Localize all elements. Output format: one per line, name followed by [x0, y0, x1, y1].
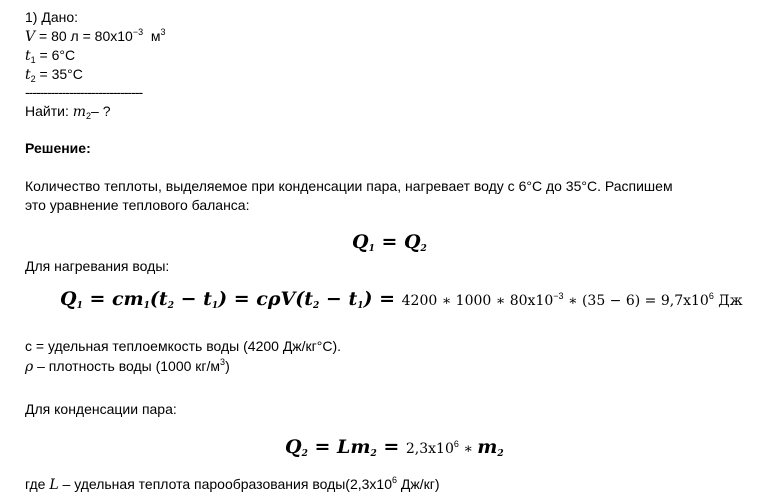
t2-var: t — [25, 67, 31, 83]
rho-exp: 3 — [220, 357, 226, 367]
c-definition: c = удельная теплоемкость воды (4200 Дж/кг°C). — [25, 338, 342, 354]
volume-rhs: = 80 л = 80x10 — [39, 28, 133, 44]
paragraph-line-1: Количество теплоты, выделяемое при конденсации пара, нагревает воду с 6°C до 35°C. Распишем — [25, 178, 673, 194]
volume-exp: −3 — [132, 27, 144, 37]
heating-label: Для нагревания воды: — [25, 258, 170, 274]
L-close: Дж/кг) — [397, 476, 440, 492]
eq2-t2: (t — [149, 288, 168, 310]
eq2-t1b-sub: 1 — [357, 301, 364, 311]
L-text: – удельная теплота парообразования воды(2,3x10 — [58, 476, 393, 492]
given-volume — [25, 27, 166, 46]
L-exp: 6 — [392, 475, 398, 485]
t2-rhs: = 35°C — [39, 66, 83, 82]
volume-unit-exp: 3 — [160, 27, 166, 37]
L-definition — [25, 475, 440, 494]
equation-balance — [352, 233, 427, 252]
eq2-t2-sub: 2 — [167, 301, 174, 311]
eq2-cm-sub: 1 — [143, 301, 150, 311]
t1-var: t — [25, 48, 31, 64]
rho-definition — [25, 357, 230, 376]
eq3-eq: = — [376, 436, 406, 458]
rho-close: ) — [225, 358, 230, 374]
volume-unit: м — [150, 28, 161, 44]
eq2-cm: = cm — [82, 288, 144, 310]
eq1-sub1: 1 — [368, 244, 375, 254]
paragraph-line-2: это уравнение теплового баланса: — [25, 197, 250, 213]
eq1-eq: = — [374, 231, 404, 253]
eq3-lm-sub: 2 — [370, 449, 377, 459]
find-sub: 2 — [86, 111, 92, 121]
L-var: L — [49, 477, 59, 493]
rho-text: – плотность воды (1000 кг/м — [33, 358, 221, 374]
t2-sub: 2 — [30, 74, 36, 84]
L-pre: где — [25, 476, 50, 492]
equation-condense — [285, 438, 504, 458]
eq2-close: ) = — [363, 288, 402, 310]
find-line — [25, 102, 111, 121]
find-label: Найти: — [25, 103, 73, 119]
eq2-t1b: − t — [319, 288, 358, 310]
eq3-q: Q — [285, 436, 302, 458]
given-t2 — [25, 65, 83, 84]
eq3-m: m — [477, 436, 498, 458]
condense-label: Для конденсации пара: — [25, 401, 177, 417]
eq3-m-sub: 2 — [497, 449, 504, 459]
eq3-num: 2,3x10 — [405, 441, 454, 457]
eq2-unit: Дж — [713, 293, 743, 309]
eq3-q-sub: 2 — [301, 449, 308, 459]
eq2-crhov-sub: 2 — [313, 301, 320, 311]
eq2-crhov: ) = cρV(t — [218, 288, 314, 310]
rho-symbol: ρ — [25, 359, 34, 375]
find-var: m — [72, 104, 87, 120]
eq2-num2: ∗ (35 − 6) = 9,7x10 — [563, 293, 709, 309]
eq3-star: ∗ — [458, 441, 478, 457]
given-header: 1) Дано: — [25, 9, 79, 25]
eq2-num-exp: −3 — [553, 291, 564, 301]
eq1-q2: Q — [403, 231, 421, 253]
eq3-num-exp: 6 — [453, 439, 459, 449]
eq1-q1: Q — [352, 231, 369, 253]
eq2-t1-sub: 1 — [211, 301, 219, 311]
volume-var: V — [25, 29, 36, 45]
eq2-num2-exp: 6 — [708, 291, 714, 301]
find-tail: – ? — [91, 103, 111, 119]
eq1-sub2: 2 — [420, 244, 427, 254]
equation-heating — [60, 290, 743, 310]
eq2-q: Q — [60, 288, 77, 310]
t1-sub: 1 — [30, 55, 36, 65]
t1-rhs: = 6°C — [39, 47, 76, 63]
given-divider: -------------------------------- — [25, 84, 143, 100]
eq2-num: 4200 ∗ 1000 ∗ 80x10 — [401, 293, 554, 309]
eq2-t1: − t — [173, 288, 212, 310]
eq2-q-sub: 1 — [76, 301, 83, 311]
given-t1 — [25, 46, 75, 65]
eq3-lm: = Lm — [307, 436, 371, 458]
solution-label: Решение: — [25, 140, 91, 156]
